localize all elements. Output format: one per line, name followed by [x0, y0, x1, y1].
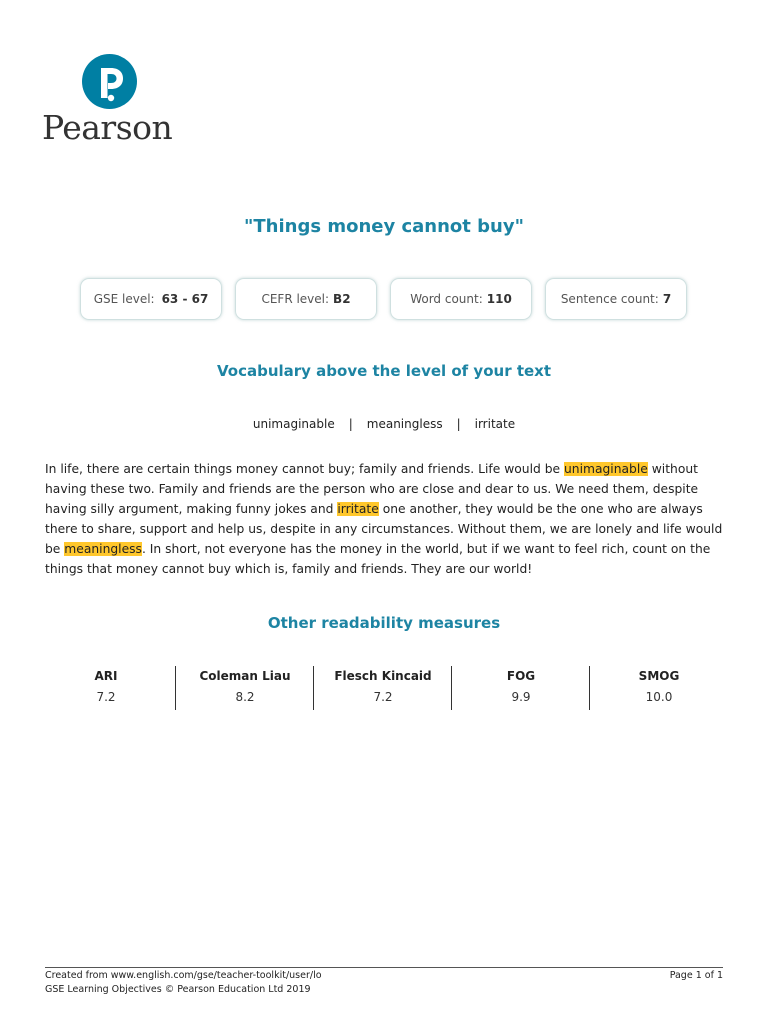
footer-source: Created from www.english.com/gse/teacher-toolkit/user/lo	[45, 970, 322, 981]
sentence-count-label: Sentence count:	[560, 292, 659, 306]
measure-value: 7.2	[373, 690, 393, 704]
passage-text: without having these two. Family and friends are the person who are close and dear to us. We need them, despite having silly argument, making funny jokes and	[45, 462, 699, 516]
passage-text: one another, they would be the one who are always there to share, support and help us, despite in any circumstances. Without them, we are lonely and life would be	[45, 502, 723, 556]
measure-name: ARI	[94, 669, 118, 683]
measure-value: 7.2	[96, 690, 116, 704]
gse-level-value: 63 - 67	[161, 292, 209, 306]
word-count-label: Word count:	[410, 292, 483, 306]
readability-measures	[37, 666, 730, 712]
measure-smog	[589, 666, 728, 710]
document-title: "Things money cannot buy"	[244, 216, 524, 237]
pearson-p-icon	[82, 54, 137, 109]
word-count-card	[390, 278, 532, 320]
vocab-separator: |	[348, 417, 353, 431]
passage-text: In life, there are certain things money cannot buy; family and friends. Life would be	[45, 462, 564, 476]
footer-divider	[45, 967, 723, 968]
vocabulary-heading: Vocabulary above the level of your text	[216, 362, 552, 380]
measure-coleman-liau	[175, 666, 314, 710]
word-count-value: 110	[486, 292, 512, 306]
sentence-count-card	[545, 278, 687, 320]
measure-name: FOG	[506, 669, 536, 683]
gse-level-label: GSE level:	[93, 292, 155, 306]
measure-fog	[451, 666, 590, 710]
measure-name: Coleman Liau	[199, 669, 291, 683]
measure-name: SMOG	[638, 669, 680, 683]
passage-text: . In short, not everyone has the money in the world, but if we want to feel rich, count on the things that money cannot buy which is, family and friends. They are our world!	[45, 542, 711, 576]
page-number: Page 1 of 1	[669, 970, 723, 981]
gse-level-card	[80, 278, 222, 320]
pearson-wordmark: Pearson	[42, 108, 173, 147]
text-passage	[45, 459, 735, 579]
vocabulary-list	[0, 417, 768, 431]
vocab-word: meaningless	[366, 417, 443, 431]
vocab-word: irritate	[474, 417, 516, 431]
vocab-word: unimaginable	[252, 417, 335, 431]
highlighted-word: meaningless	[64, 542, 142, 556]
measure-value: 8.2	[235, 690, 255, 704]
readability-heading: Other readability measures	[267, 614, 501, 632]
pearson-logo	[42, 52, 177, 148]
cefr-level-value: B2	[333, 292, 351, 306]
measure-flesch-kincaid	[313, 666, 452, 710]
highlighted-word: irritate	[337, 502, 379, 516]
measure-ari	[37, 666, 175, 710]
sentence-count-value: 7	[662, 292, 672, 306]
footer-copyright: GSE Learning Objectives © Pearson Education Ltd 2019	[45, 984, 311, 995]
measure-name: Flesch Kincaid	[334, 669, 432, 683]
measure-value: 9.9	[511, 690, 531, 704]
cefr-level-card	[235, 278, 377, 320]
vocab-separator: |	[456, 417, 461, 431]
highlighted-word: unimaginable	[563, 462, 648, 476]
measure-value: 10.0	[645, 690, 673, 704]
cefr-level-label: CEFR level:	[261, 292, 330, 306]
